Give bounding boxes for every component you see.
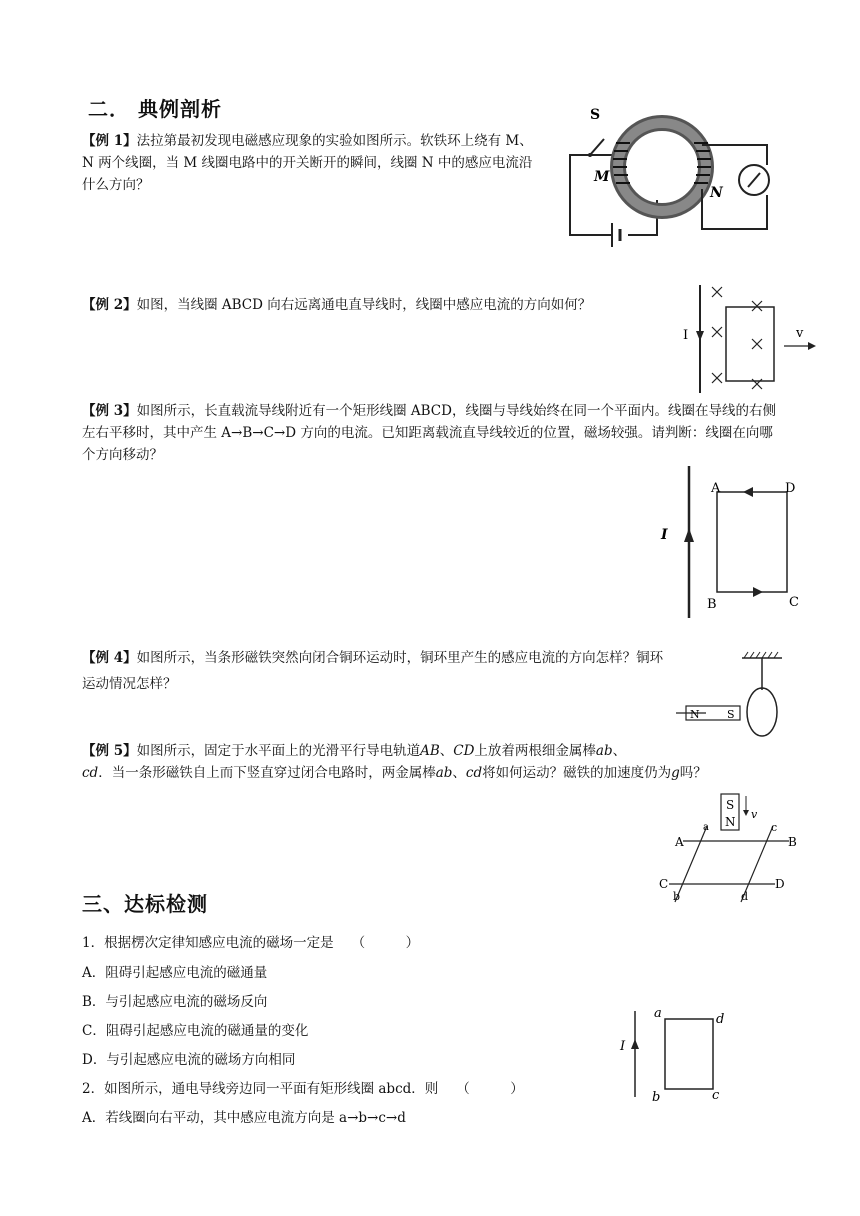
- corner-a-label: a: [654, 1006, 662, 1021]
- figure-wire-coil: [680, 283, 820, 395]
- example-2: [82, 294, 682, 316]
- option: A．若线圈向右平动，其中感应电流方向是 a→b→c→d: [82, 1110, 406, 1126]
- velocity-label: v: [796, 326, 804, 341]
- current-label: I: [683, 328, 689, 343]
- example-2-tag: 【例 2】: [82, 297, 137, 313]
- magnet-n-label: N: [690, 708, 700, 721]
- rail-d-label: D: [775, 877, 785, 891]
- example-2-text: 如图，当线圈 ABCD 向右远离通电直导线时，线圈中感应电流的方向如何？: [136, 297, 592, 313]
- rod-d-label: d: [741, 890, 749, 903]
- question-1: [82, 932, 602, 1078]
- example-1-text: 法拉第最初发现电磁感应现象的实验如图所示。软铁环上绕有 M、N 两个线圈，当 M 线圈电路中的开关断开的瞬间，线圈 N 中的感应电流沿什么方向？: [82, 133, 533, 193]
- current-label: I: [620, 1039, 626, 1054]
- rod-c-label: c: [771, 821, 778, 834]
- coil-n-label: N: [710, 185, 723, 201]
- option: B．与引起感应电流的磁场反向: [82, 994, 268, 1010]
- option: A．阻碍引起感应电流的磁通量: [82, 965, 268, 981]
- rail-a-label: A: [675, 835, 684, 849]
- question-2: [82, 1078, 602, 1136]
- example-1: [82, 130, 542, 196]
- magnet-n-label: N: [725, 815, 736, 829]
- question-2-stem: 2．如图所示，通电导线旁边同一平面有矩形线圈 abcd．则: [82, 1081, 439, 1097]
- figure-wire-rect-abcd: [655, 462, 805, 622]
- velocity-label: v: [751, 808, 758, 821]
- example-3-text: 如图所示，长直载流导线附近有一个矩形线圈 ABCD，线圈与导线始终在同一个平面内。线圈在导线的右侧左右平移时，其中产生 A→B→C→D 方向的电流。已知距离载流直导线较近的位置，磁场较强。请判断：线圈在向哪个方向移动？: [82, 403, 776, 463]
- example-5: 【例 5】如图所示，固定于水平面上的光滑平行导电轨道AB、CD上放着两根细金属棒ab、 cd．当一条形磁铁自上而下竖直穿过闭合电路时，两金属棒ab、cd将如何运动？磁铁的加速度仍为g吗？: [82, 743, 707, 781]
- corner-c-label: C: [789, 595, 799, 610]
- corner-d-label: D: [785, 481, 796, 496]
- magnet-s-label: S: [726, 798, 735, 812]
- rod-a-label: a: [703, 822, 709, 833]
- switch-label: S: [590, 107, 601, 123]
- example-4-tag: 【例 4】: [82, 650, 137, 666]
- rail-c-label: C: [659, 877, 669, 891]
- example-5-tag: 【例 5】: [82, 743, 137, 759]
- section-heading-3: 三、达标检测: [82, 892, 208, 916]
- corner-d-label: d: [716, 1012, 725, 1027]
- example-3: [82, 400, 782, 466]
- example-4-text: 如图所示，当条形磁铁突然向闭合铜环运动时，铜环里产生的感应电流的方向怎样？铜环运动情况怎样？: [82, 650, 664, 692]
- rod-b-label: b: [673, 890, 681, 903]
- corner-a-label: A: [711, 481, 721, 496]
- current-label: I: [661, 527, 668, 543]
- figure-rails-magnet: [655, 790, 805, 908]
- corner-b-label: B: [707, 597, 717, 612]
- option: C．阻碍引起感应电流的磁通量的变化: [82, 1023, 309, 1039]
- example-4: [82, 645, 672, 697]
- figure-wire-abcd: [620, 1005, 735, 1105]
- figure-magnet-ring: [672, 650, 787, 742]
- corner-c-label: c: [712, 1088, 720, 1103]
- example-1-tag: 【例 1】: [82, 133, 137, 149]
- rail-b-label: B: [788, 835, 797, 849]
- coil-m-label: M: [594, 169, 610, 185]
- figure-faraday-ring: [562, 105, 777, 245]
- magnet-s-label: S: [727, 708, 735, 721]
- question-1-answer-blank: （ ）: [351, 935, 420, 951]
- section-heading-2: 二． 典例剖析: [88, 97, 222, 121]
- question-2-answer-blank: （ ）: [456, 1081, 524, 1097]
- option: D．与引起感应电流的磁场方向相同: [82, 1052, 296, 1068]
- example-3-tag: 【例 3】: [82, 403, 137, 419]
- corner-b-label: b: [652, 1090, 661, 1105]
- question-1-stem: 1．根据楞次定律知感应电流的磁场一定是: [82, 935, 334, 951]
